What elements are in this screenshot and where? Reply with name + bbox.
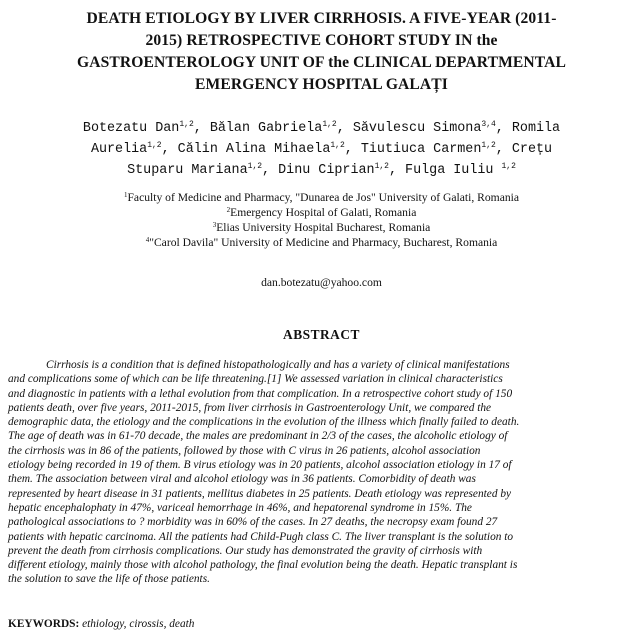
affiliation xyxy=(40,235,603,250)
author-affiliation-ref: 1,2 xyxy=(501,162,516,171)
author-name: Aurelia xyxy=(90,142,148,157)
author-line: Stuparu Mariana$^{1,2}$, Dinu Ciprian$^{1,2}$, Fulga Iuliu $^{1,2}$ xyxy=(127,162,516,178)
abstract-line: and diagnostic in patients with a lethal evolution from that complication. In a retrospective cohort study of 150 xyxy=(8,387,513,400)
author-line: Aurelia$^{1,2}$, Călin Alina Mihaela$^{1,2}$, Tiutiuca Carmen$^{1,2}$, Crețu xyxy=(90,141,553,157)
author-name: Dinu Ciprian xyxy=(278,163,375,178)
abstract-line: patients death, over five years, 2011-2015, from liver cirrhosis in Gastroenterology Unit, we compared the xyxy=(8,401,492,414)
abstract-body xyxy=(8,358,635,587)
abstract-line: Cirrhosis is a condition that is defined histopathologically and has a variety of clinical manifestations xyxy=(46,359,510,371)
affiliation xyxy=(40,205,603,220)
abstract-line: and complications some of which can be life threatening.[1] We assessed variation in clinical characteristics xyxy=(8,373,503,386)
author-name: Botezatu Dan xyxy=(82,121,180,136)
keywords xyxy=(8,617,194,631)
affiliation xyxy=(40,190,603,205)
author-name: Călin Alina Mihaela xyxy=(177,142,331,157)
affiliation-number: 3 xyxy=(212,221,217,229)
affiliation-number: 1 xyxy=(123,191,128,199)
title-line: DEATH ETIOLOGY BY LIVER CIRRHOSIS. A FIVE-YEAR (2011- xyxy=(86,10,557,27)
keywords-values: ethiology, cirossis, death xyxy=(82,618,195,630)
author-affiliation-ref: 1,2 xyxy=(179,120,194,129)
author-affiliation-ref: 1,2 xyxy=(247,162,263,171)
abstract-line: hepatic encephalophaty in 47%, variceal hemorrhage in 46%, and hepatorenal syndrome in 15%. The xyxy=(8,501,472,514)
author-line: Botezatu Dan$^{1,2}$, Bălan Gabriela$^{1,2}$, Săvulescu Simona$^{3,4}$, Romila xyxy=(82,120,561,136)
author-affiliation-ref: 3,4 xyxy=(481,120,496,129)
abstract-line: The age of death was in 61-70 decade, the males are predominant in 2/3 of the cases, the alcoholic etiology of xyxy=(8,430,508,443)
affiliation-list xyxy=(40,190,603,250)
abstract-line: them. The association between viral and alcohol etiology was in 36 patients. Comorbidity of death was xyxy=(8,473,476,486)
abstract-line: prevent the death from cirrhosis complications. Our study has demonstrated the gravity of cirrhosis with xyxy=(8,544,483,557)
author-name: Săvulescu Simona xyxy=(352,121,482,136)
affiliation-number: 4 xyxy=(145,236,150,244)
author-name: Bălan Gabriela xyxy=(209,121,323,136)
title-line: EMERGENCY HOSPITAL GALAȚI xyxy=(195,76,448,93)
author-affiliation-ref: 1,2 xyxy=(330,141,345,150)
author-affiliation-ref: 1,2 xyxy=(481,141,496,150)
author-name: Stuparu Mariana xyxy=(127,163,248,178)
author-affiliation-ref: 1,2 xyxy=(147,141,162,150)
abstract-line: represented by heart disease in 31 patients, mellitus diabetes in 25 patients. Death etiology was represented by xyxy=(8,487,512,500)
abstract-line: the solution to save the life of those patients. xyxy=(8,573,210,586)
author-name: Romila xyxy=(511,121,561,136)
abstract-line: pathological associations to ? morbidity was in 60% of the cases. In 27 deaths, the necropsy exam found 27 xyxy=(8,516,498,529)
paper-title xyxy=(8,8,635,96)
affiliation-number: 2 xyxy=(226,206,231,214)
author-affiliation-ref: 1,2 xyxy=(374,162,389,171)
affiliation-text: Faculty of Medicine and Pharmacy, "Dunarea de Jos" University of Galati, Romania xyxy=(127,191,520,204)
affiliation-text: Emergency Hospital of Galati, Romania xyxy=(230,206,417,219)
title-line: GASTROENTEROLOGY UNIT OF the CLINICAL DEPARTMENTAL xyxy=(77,54,566,71)
affiliation-text: "Carol Davila" University of Medicine and Pharmacy, Bucharest, Romania xyxy=(149,236,498,249)
author-name: Fulga Iuliu xyxy=(405,163,494,178)
author-list xyxy=(14,118,629,181)
abstract-line: different etiology, mainly those with alcohol pathology, the final evolution being the death. Hepatic transplant is xyxy=(8,559,518,572)
abstract-line: etiology being recorded in 19 of them. B virus etiology was in 20 patients, alcohol association etiology in 17 of xyxy=(8,459,512,472)
author-affiliation-ref: 1,2 xyxy=(322,120,337,129)
author-name: Crețu xyxy=(511,142,553,157)
title-line: 2015) RETROSPECTIVE COHORT STUDY IN the xyxy=(145,32,498,49)
contact-email[interactable]: dan.botezatu@yahoo.com xyxy=(261,276,382,289)
abstract-heading: ABSTRACT xyxy=(283,327,360,342)
affiliation-text: Elias University Hospital Bucharest, Romania xyxy=(216,221,431,234)
affiliation xyxy=(40,220,603,235)
abstract-line: demographic data, the etiology and the complications in the evolution of the illness which finally failed to death. xyxy=(8,416,520,429)
author-name: Tiutiuca Carmen xyxy=(360,142,482,157)
keywords-label: KEYWORDS: xyxy=(8,618,80,630)
abstract-line: patients with hepatic carcinoma. All the patients had Child-Pugh class C. The liver transplant is the solution to xyxy=(8,530,514,543)
abstract-line: the cirrhosis was in 86 of the patients, followed by those with C virus in 26 patients, alcohol association xyxy=(8,444,481,457)
